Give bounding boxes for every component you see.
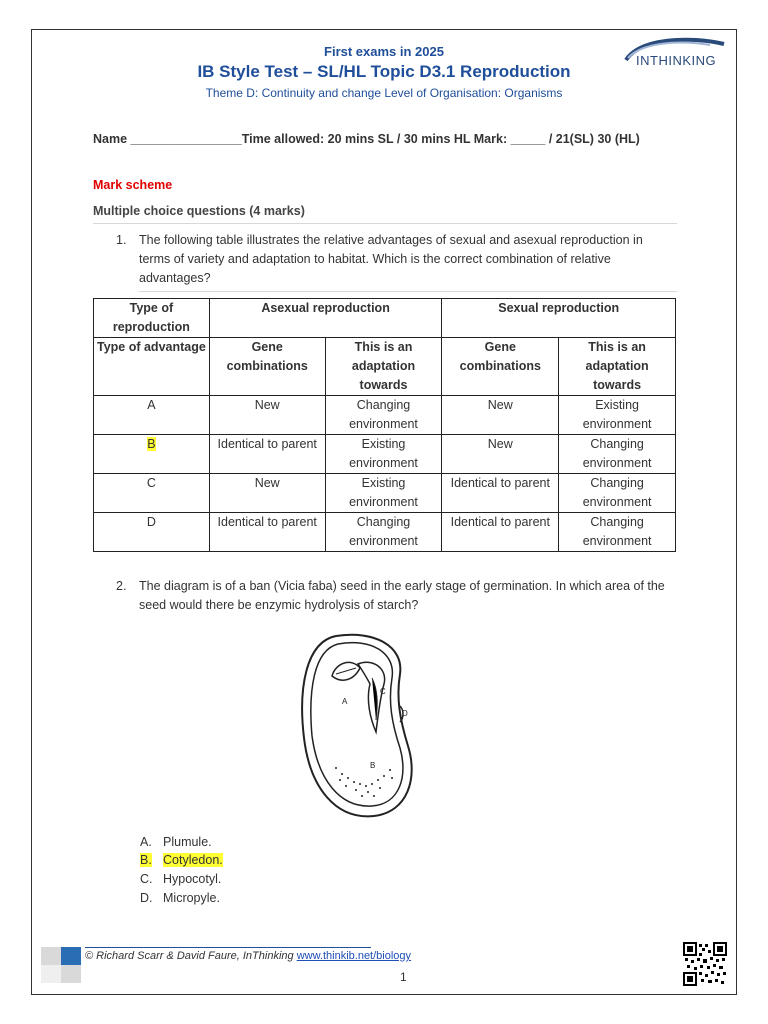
option-text: Plumule. xyxy=(163,835,212,849)
option-text: Cotyledon. xyxy=(163,853,223,867)
q1-text: The following table illustrates the relative advantages of sexual and asexual reproduction in terms of variety and adaptation to habitat. Which is the correct combination of relative advantages? xyxy=(139,233,643,285)
footer-decor-square xyxy=(41,947,61,965)
table-cell xyxy=(94,435,210,474)
option-c xyxy=(0,872,768,890)
option-text: Micropyle. xyxy=(163,891,220,905)
table-row xyxy=(94,474,676,513)
table-row xyxy=(94,338,676,396)
table-cell: Changing environment xyxy=(325,513,442,552)
inthinking-logo xyxy=(620,36,730,76)
theme-line: Theme D: Continuity and change Level of Organisation: Organisms xyxy=(205,86,563,100)
table-cell: Existing environment xyxy=(325,474,442,513)
bean-seed-diagram xyxy=(296,628,420,824)
diagram-label-d: D xyxy=(402,709,408,718)
divider-rule xyxy=(93,223,677,224)
table-cell: New xyxy=(209,396,325,435)
footer-decor-square xyxy=(61,965,81,983)
option-d xyxy=(0,891,768,909)
advantages-table xyxy=(93,298,676,552)
footer-copyright xyxy=(85,950,411,962)
thinkib-link[interactable]: www.thinkib.net/biology xyxy=(296,950,412,962)
table-row xyxy=(94,513,676,552)
table-cell: A xyxy=(94,396,210,435)
table-cell: Changing environment xyxy=(559,435,676,474)
answer-highlight: B xyxy=(147,437,156,451)
name-time-mark-line: Name ________________Time allowed: 20 mins SL / 30 mins HL Mark: _____ / 21(SL) 30 (HL) xyxy=(93,132,640,146)
table-cell: D xyxy=(94,513,210,552)
option-a xyxy=(0,835,768,853)
table-header-cell: This is an adaptation towards xyxy=(325,338,442,396)
option-letter: A. xyxy=(140,835,152,849)
footer-decor-square xyxy=(41,965,61,983)
table-cell: Identical to parent xyxy=(442,474,559,513)
table-cell: New xyxy=(442,435,559,474)
mcq-heading: Multiple choice questions (4 marks) xyxy=(93,204,305,218)
option-letter: C. xyxy=(140,872,153,886)
page-number: 1 xyxy=(400,970,407,984)
logo-text: INTHINKING xyxy=(636,53,717,68)
option-letter: D. xyxy=(140,891,153,905)
footer-decor-square xyxy=(61,947,81,965)
table-header-cell: Gene combinations xyxy=(209,338,325,396)
first-exams-line: First exams in 2025 xyxy=(324,44,444,59)
table-cell: New xyxy=(442,396,559,435)
table-cell: Changing environment xyxy=(559,513,676,552)
table-header-cell: Type of reproduction xyxy=(94,299,210,338)
table-cell: Identical to parent xyxy=(209,513,325,552)
qr-code-icon xyxy=(683,942,727,986)
table-cell: Identical to parent xyxy=(209,435,325,474)
diagram-label-c: C xyxy=(380,687,386,696)
option-b xyxy=(0,853,768,871)
table-row xyxy=(94,396,676,435)
q1-number: 1. xyxy=(116,233,127,247)
diagram-label-b: B xyxy=(370,761,376,770)
table-header-cell: Asexual reproduction xyxy=(209,299,442,338)
mark-scheme-label: Mark scheme xyxy=(93,178,173,192)
table-cell: Identical to parent xyxy=(442,513,559,552)
page-title: IB Style Test – SL/HL Topic D3.1 Reproduction xyxy=(197,62,571,81)
option-text: Hypocotyl. xyxy=(163,872,222,886)
copyright-text: © Richard Scarr & David Faure, InThinking xyxy=(85,950,297,962)
table-row xyxy=(94,435,676,474)
table-row xyxy=(94,299,676,338)
table-cell: Changing environment xyxy=(559,474,676,513)
table-header-cell: Sexual reproduction xyxy=(442,299,676,338)
seed-illustration-icon xyxy=(296,628,420,824)
table-cell: Existing environment xyxy=(325,435,442,474)
divider-rule xyxy=(139,291,677,292)
table-header-cell: Type of advantage xyxy=(94,338,210,396)
table-cell: Existing environment xyxy=(559,396,676,435)
option-letter: B. xyxy=(140,853,152,867)
q2-text: The diagram is of a ban (Vicia faba) seed in the early stage of germination. In which area of the seed would there be enzymic hydrolysis of starch? xyxy=(139,579,665,612)
table-header-cell: Gene combinations xyxy=(442,338,559,396)
table-cell: New xyxy=(209,474,325,513)
diagram-label-a: A xyxy=(342,697,348,706)
q2-number: 2. xyxy=(116,579,127,593)
table-cell: C xyxy=(94,474,210,513)
footer-rule xyxy=(85,947,371,948)
table-header-cell: This is an adaptation towards xyxy=(559,338,676,396)
table-cell: Changing environment xyxy=(325,396,442,435)
